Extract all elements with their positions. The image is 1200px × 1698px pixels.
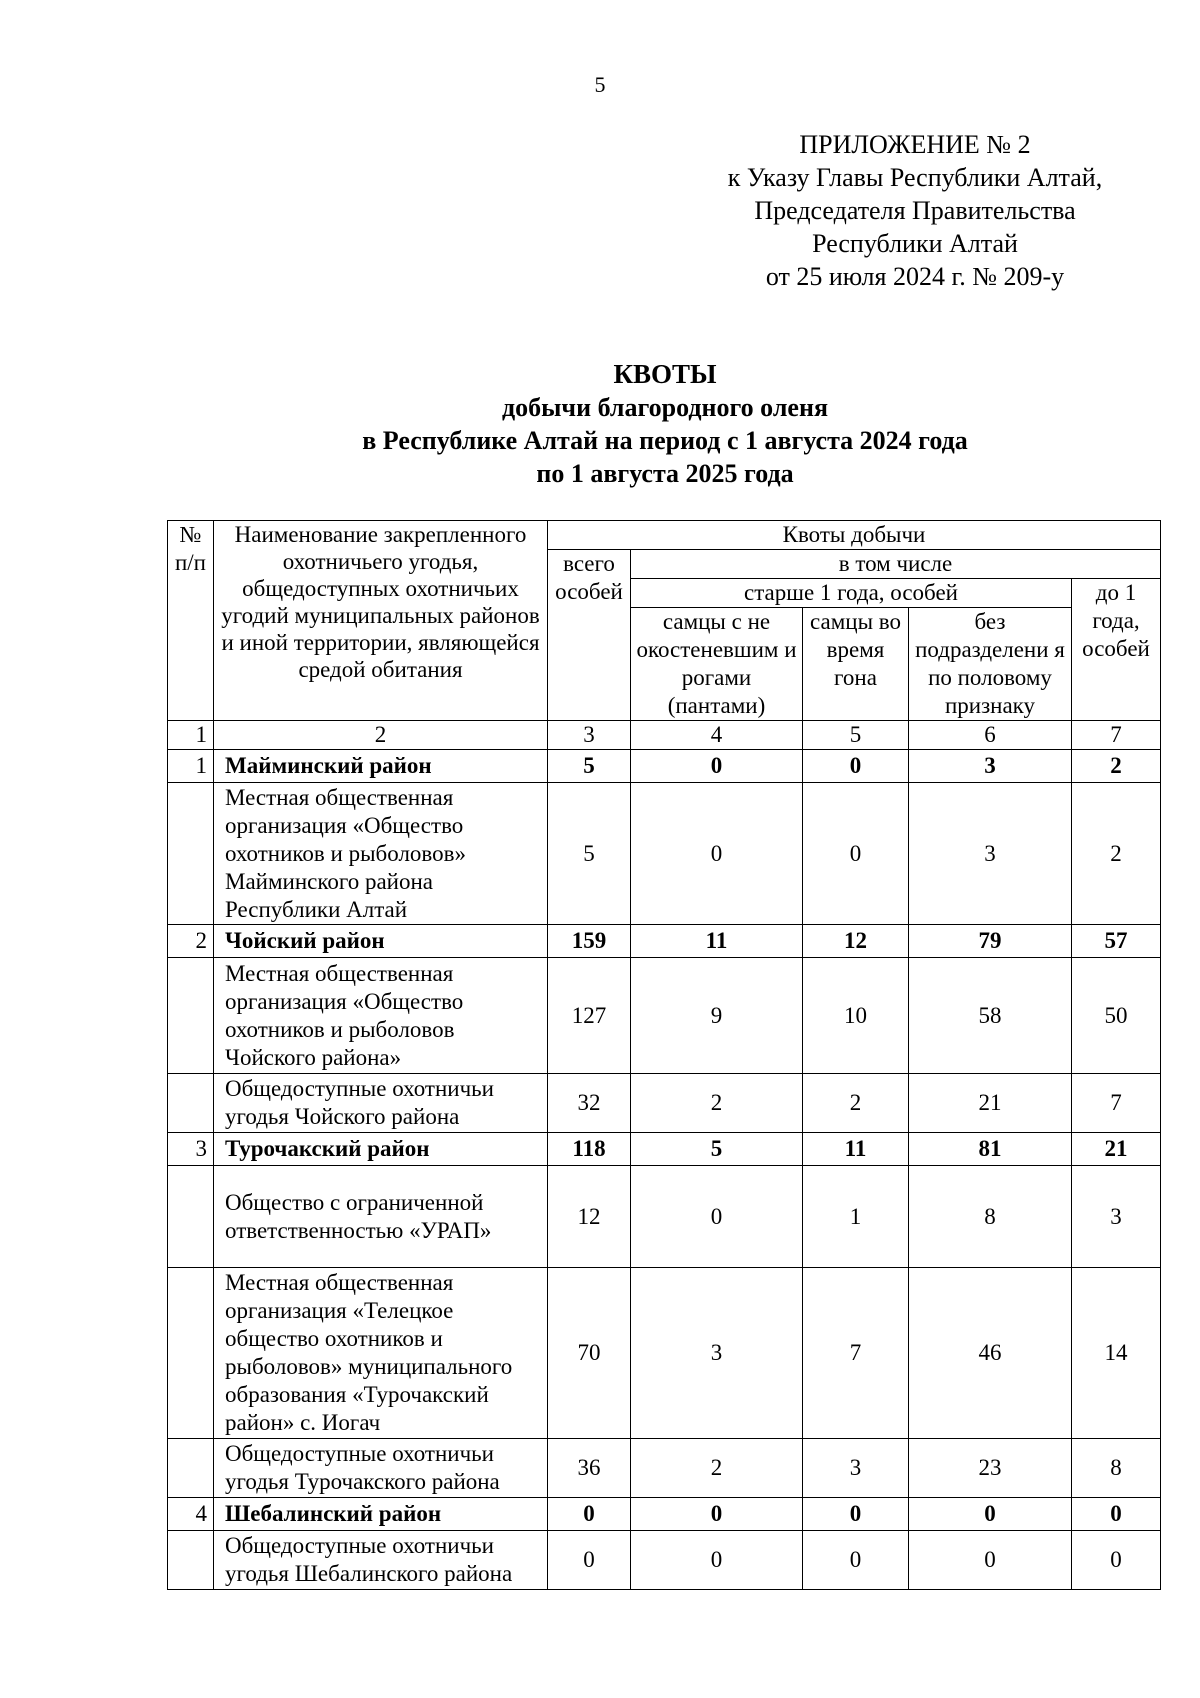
row-value: 7 xyxy=(803,1268,909,1439)
row-value: 0 xyxy=(631,783,803,925)
table-row-org xyxy=(168,1531,1161,1590)
header-total: всего особей xyxy=(548,550,631,721)
header-including: в том числе xyxy=(631,550,1161,579)
row-value: 8 xyxy=(1072,1439,1161,1498)
header-males-rut: самцы во время гона xyxy=(803,608,909,721)
row-value: 36 xyxy=(548,1439,631,1498)
row-value: 12 xyxy=(548,1166,631,1268)
row-value: 12 xyxy=(803,925,909,958)
row-value: 0 xyxy=(1072,1498,1161,1531)
row-name: Турочакский район xyxy=(214,1133,548,1166)
row-value: 0 xyxy=(548,1498,631,1531)
row-value: 2 xyxy=(1072,750,1161,783)
row-value: 2 xyxy=(631,1074,803,1133)
column-number: 3 xyxy=(548,721,631,750)
column-number: 2 xyxy=(214,721,548,750)
appendix-block xyxy=(690,128,1140,293)
row-value: 57 xyxy=(1072,925,1161,958)
row-value: 11 xyxy=(631,925,803,958)
table-row-org xyxy=(168,1439,1161,1498)
table-header xyxy=(168,521,1161,750)
title-line: в Республике Алтай на период с 1 августа 2024 года xyxy=(362,426,968,455)
row-value: 0 xyxy=(909,1498,1072,1531)
row-value: 0 xyxy=(631,1498,803,1531)
appendix-title: ПРИЛОЖЕНИЕ № 2 xyxy=(799,130,1031,159)
table-row-org xyxy=(168,1074,1161,1133)
row-name: Общедоступные охотничьи угодья Чойского района xyxy=(214,1074,548,1133)
row-value: 8 xyxy=(909,1166,1072,1268)
header-older: старше 1 года, особей xyxy=(631,579,1072,608)
row-value: 2 xyxy=(631,1439,803,1498)
row-name: Общество с ограниченной ответственностью «УРАП» xyxy=(214,1166,548,1268)
row-value: 10 xyxy=(803,958,909,1074)
row-value: 3 xyxy=(803,1439,909,1498)
row-value: 32 xyxy=(548,1074,631,1133)
title-line: добычи благородного оленя xyxy=(501,393,829,422)
header-quotas: Квоты добычи xyxy=(548,521,1161,550)
row-value: 0 xyxy=(631,750,803,783)
row-value: 118 xyxy=(548,1133,631,1166)
row-value: 1 xyxy=(803,1166,909,1268)
row-value: 0 xyxy=(803,750,909,783)
column-number: 6 xyxy=(909,721,1072,750)
row-value: 127 xyxy=(548,958,631,1074)
row-value: 0 xyxy=(909,1531,1072,1590)
row-name: Местная общественная организация «Общество охотников и рыболовов» Майминского района Республики Алтай xyxy=(214,783,548,925)
row-value: 2 xyxy=(1072,783,1161,925)
row-value: 0 xyxy=(1072,1531,1161,1590)
table-row-district xyxy=(168,1498,1161,1531)
row-value: 2 xyxy=(803,1074,909,1133)
row-value: 3 xyxy=(909,750,1072,783)
column-numbers-row xyxy=(168,721,1161,750)
table-row-org xyxy=(168,958,1161,1074)
header-no-sex: без подразделени я по половому признаку xyxy=(909,608,1072,721)
row-value: 58 xyxy=(909,958,1072,1074)
row-num: 1 xyxy=(168,750,214,783)
appendix-line: к Указу Главы Республики Алтай, xyxy=(727,163,1103,192)
row-value: 5 xyxy=(548,783,631,925)
row-value: 3 xyxy=(909,783,1072,925)
row-value: 0 xyxy=(631,1531,803,1590)
table-body xyxy=(168,750,1161,1590)
row-num xyxy=(168,1531,214,1590)
appendix-date: от 25 июля 2024 г. № 209-у xyxy=(765,262,1065,291)
row-num xyxy=(168,958,214,1074)
row-value: 11 xyxy=(803,1133,909,1166)
table-row-org xyxy=(168,783,1161,925)
row-value: 5 xyxy=(631,1133,803,1166)
row-value: 3 xyxy=(631,1268,803,1439)
row-num xyxy=(168,1268,214,1439)
table-row-district xyxy=(168,1133,1161,1166)
column-number: 5 xyxy=(803,721,909,750)
row-value: 79 xyxy=(909,925,1072,958)
row-num xyxy=(168,1074,214,1133)
row-value: 0 xyxy=(803,783,909,925)
row-name: Местная общественная организация «Телецкое общество охотников и рыболовов» муниципального образования «Турочакский район» с. Иогач xyxy=(214,1268,548,1439)
row-num: 2 xyxy=(168,925,214,958)
table-row-org xyxy=(168,1166,1161,1268)
row-value: 70 xyxy=(548,1268,631,1439)
title-line: по 1 августа 2025 года xyxy=(536,459,794,488)
row-value: 0 xyxy=(803,1531,909,1590)
table-row-district xyxy=(168,925,1161,958)
row-value: 0 xyxy=(631,1166,803,1268)
quota-table xyxy=(167,520,1161,1590)
appendix-line: Председателя Правительства xyxy=(754,196,1076,225)
row-value: 9 xyxy=(631,958,803,1074)
appendix-line: Республики Алтай xyxy=(812,229,1018,258)
row-num xyxy=(168,1439,214,1498)
row-value: 14 xyxy=(1072,1268,1161,1439)
document-title xyxy=(0,358,1200,490)
row-num xyxy=(168,783,214,925)
header-name: Наименование закрепленного охотничьего угодья, общедоступных охотничьих угодий муниципальных районов и иной территории, являющейся средой обитания xyxy=(214,521,548,721)
row-name: Чойский район xyxy=(214,925,548,958)
row-num: 4 xyxy=(168,1498,214,1531)
row-value: 0 xyxy=(548,1531,631,1590)
row-value: 21 xyxy=(909,1074,1072,1133)
row-value: 21 xyxy=(1072,1133,1161,1166)
table-row-district xyxy=(168,750,1161,783)
column-number: 4 xyxy=(631,721,803,750)
title-heading: КВОТЫ xyxy=(613,359,717,389)
column-number: 1 xyxy=(168,721,214,750)
table-row-org xyxy=(168,1268,1161,1439)
row-value: 0 xyxy=(803,1498,909,1531)
row-name: Общедоступные охотничьи угодья Турочакского района xyxy=(214,1439,548,1498)
row-name: Шебалинский район xyxy=(214,1498,548,1531)
header-males-antlers: самцы с не окостеневшим и рогами (пантами) xyxy=(631,608,803,721)
page-number: 5 xyxy=(594,72,606,97)
row-name: Майминский район xyxy=(214,750,548,783)
row-num xyxy=(168,1166,214,1268)
row-value: 23 xyxy=(909,1439,1072,1498)
row-value: 159 xyxy=(548,925,631,958)
row-value: 5 xyxy=(548,750,631,783)
row-value: 46 xyxy=(909,1268,1072,1439)
row-name: Местная общественная организация «Общество охотников и рыболовов Чойского района» xyxy=(214,958,548,1074)
row-value: 3 xyxy=(1072,1166,1161,1268)
row-value: 81 xyxy=(909,1133,1072,1166)
header-under-one: до 1 года, особей xyxy=(1072,579,1161,721)
row-name: Общедоступные охотничьи угодья Шебалинского района xyxy=(214,1531,548,1590)
row-num: 3 xyxy=(168,1133,214,1166)
row-value: 50 xyxy=(1072,958,1161,1074)
row-value: 7 xyxy=(1072,1074,1161,1133)
header-num: № п/п xyxy=(168,521,214,721)
column-number: 7 xyxy=(1072,721,1161,750)
